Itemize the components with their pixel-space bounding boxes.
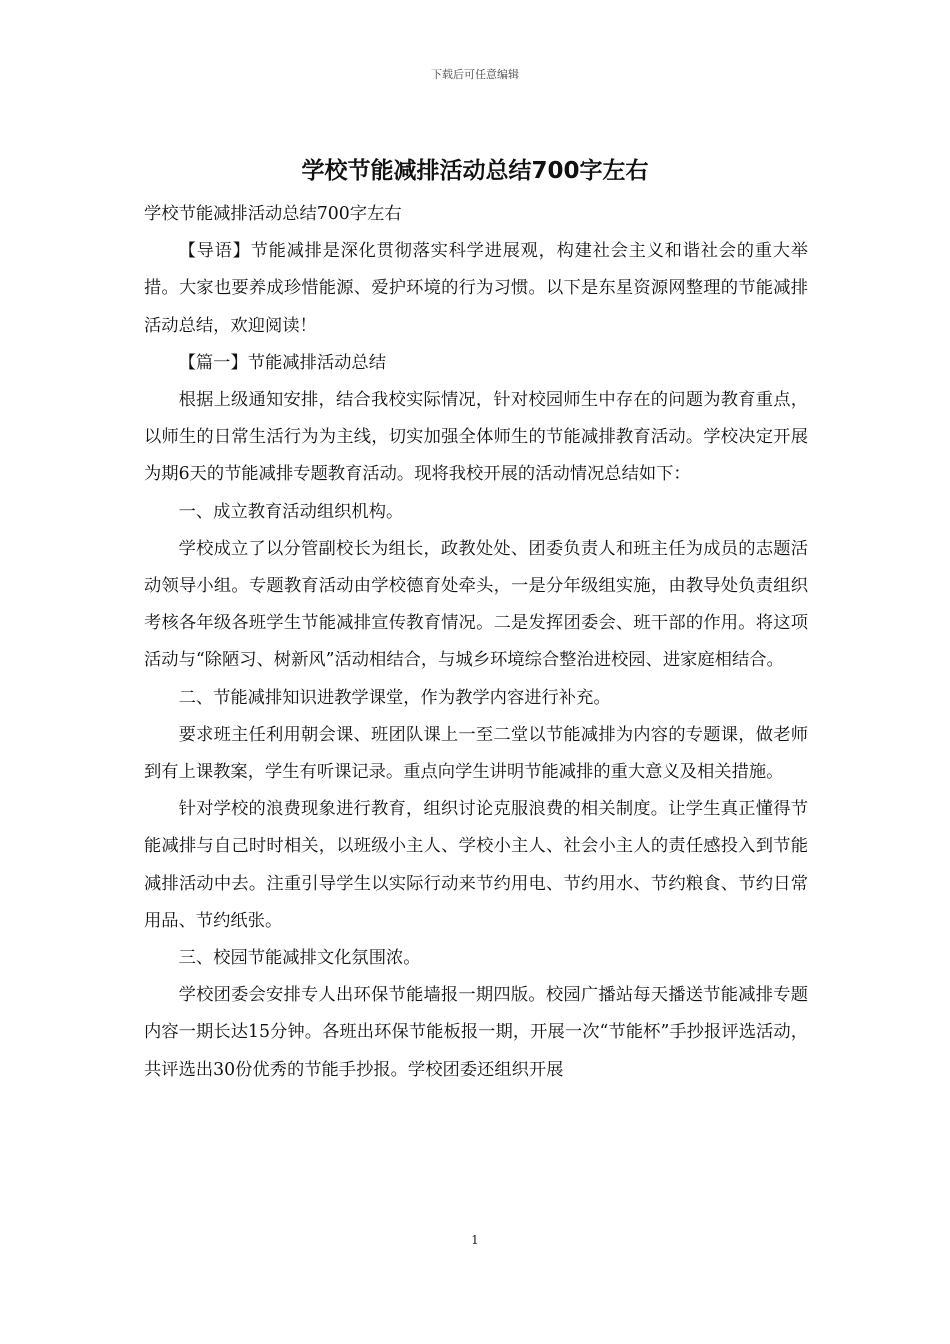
page-header-note: 下载后可任意编辑 <box>431 68 519 81</box>
section-heading: 二、节能减排知识进教学课堂，作为教学内容进行补充。 <box>178 687 611 708</box>
document-title: 学校节能减排活动总结700字左右 <box>301 158 649 184</box>
section-heading: 一、成立教育活动组织机构。 <box>178 501 404 522</box>
body-paragraph: 要求班主任利用朝会课、班团队课上一至二堂以节能减排为内容的专题课，做老师到有上课教案，学生有听课记录。重点向学生讲明节能减排的重大意义及相关措施。 <box>144 724 808 783</box>
intro-paragraph: 【导语】节能减排是深化贯彻落实科学进展观，构建社会主义和谐社会的重大举措。大家也要养成珍惜能源、爱护环境的行为习惯。以下是东星资源网整理的节能减排活动总结，欢迎阅读！ <box>144 241 808 336</box>
section-heading: 【篇一】节能减排活动总结 <box>178 352 386 373</box>
body-paragraph: 学校成立了以分管副校长为组长，政教处处、团委负责人和班主任为成员的志题活动领导小组。专题教育活动由学校德育处牵头，一是分年级组实施，由教导处负责组织考核各年级各班学生节能减排宣传教育情况。二是发挥团委会、班干部的作用。将这项活动与“除陋习、树新风”活动相结合，与城乡环境综合整治进校园、进家庭相结合。 <box>144 538 808 671</box>
body-paragraph: 针对学校的浪费现象进行教育，组织讨论克服浪费的相关制度。让学生真正懂得节能减排与自己时时相关，以班级小主人、学校小主人、社会小主人的责任感投入到节能减排活动中去。注重引导学生以实际行动来节约用电、节约用水、节约粮食、节约日常用品、节约纸张。 <box>144 799 808 931</box>
section-heading: 三、校园节能减排文化氛围浓。 <box>178 948 421 969</box>
body-paragraph: 根据上级通知安排，结合我校实际情况，针对校园师生中存在的问题为教育重点，以师生的日常生活行为为主线，切实加强全体师生的节能减排教育活动。学校决定开展为期6天的节能减排专题教育活动。现将我校开展的活动情况总结如下： <box>144 390 808 485</box>
body-paragraph: 学校团委会安排专人出环保节能墙报一期四版。校园广播站每天播送节能减排专题内容一期长达15分钟。各班出环保节能板报一期，开展一次“节能杯”手抄报评选活动，共评选出30份优秀的节能手抄报。学校团委还组织开展 <box>144 985 808 1080</box>
page-number: 1 <box>471 1233 479 1247</box>
subtitle-paragraph: 学校节能减排活动总结700字左右 <box>144 204 402 224</box>
document-body <box>144 196 808 1089</box>
